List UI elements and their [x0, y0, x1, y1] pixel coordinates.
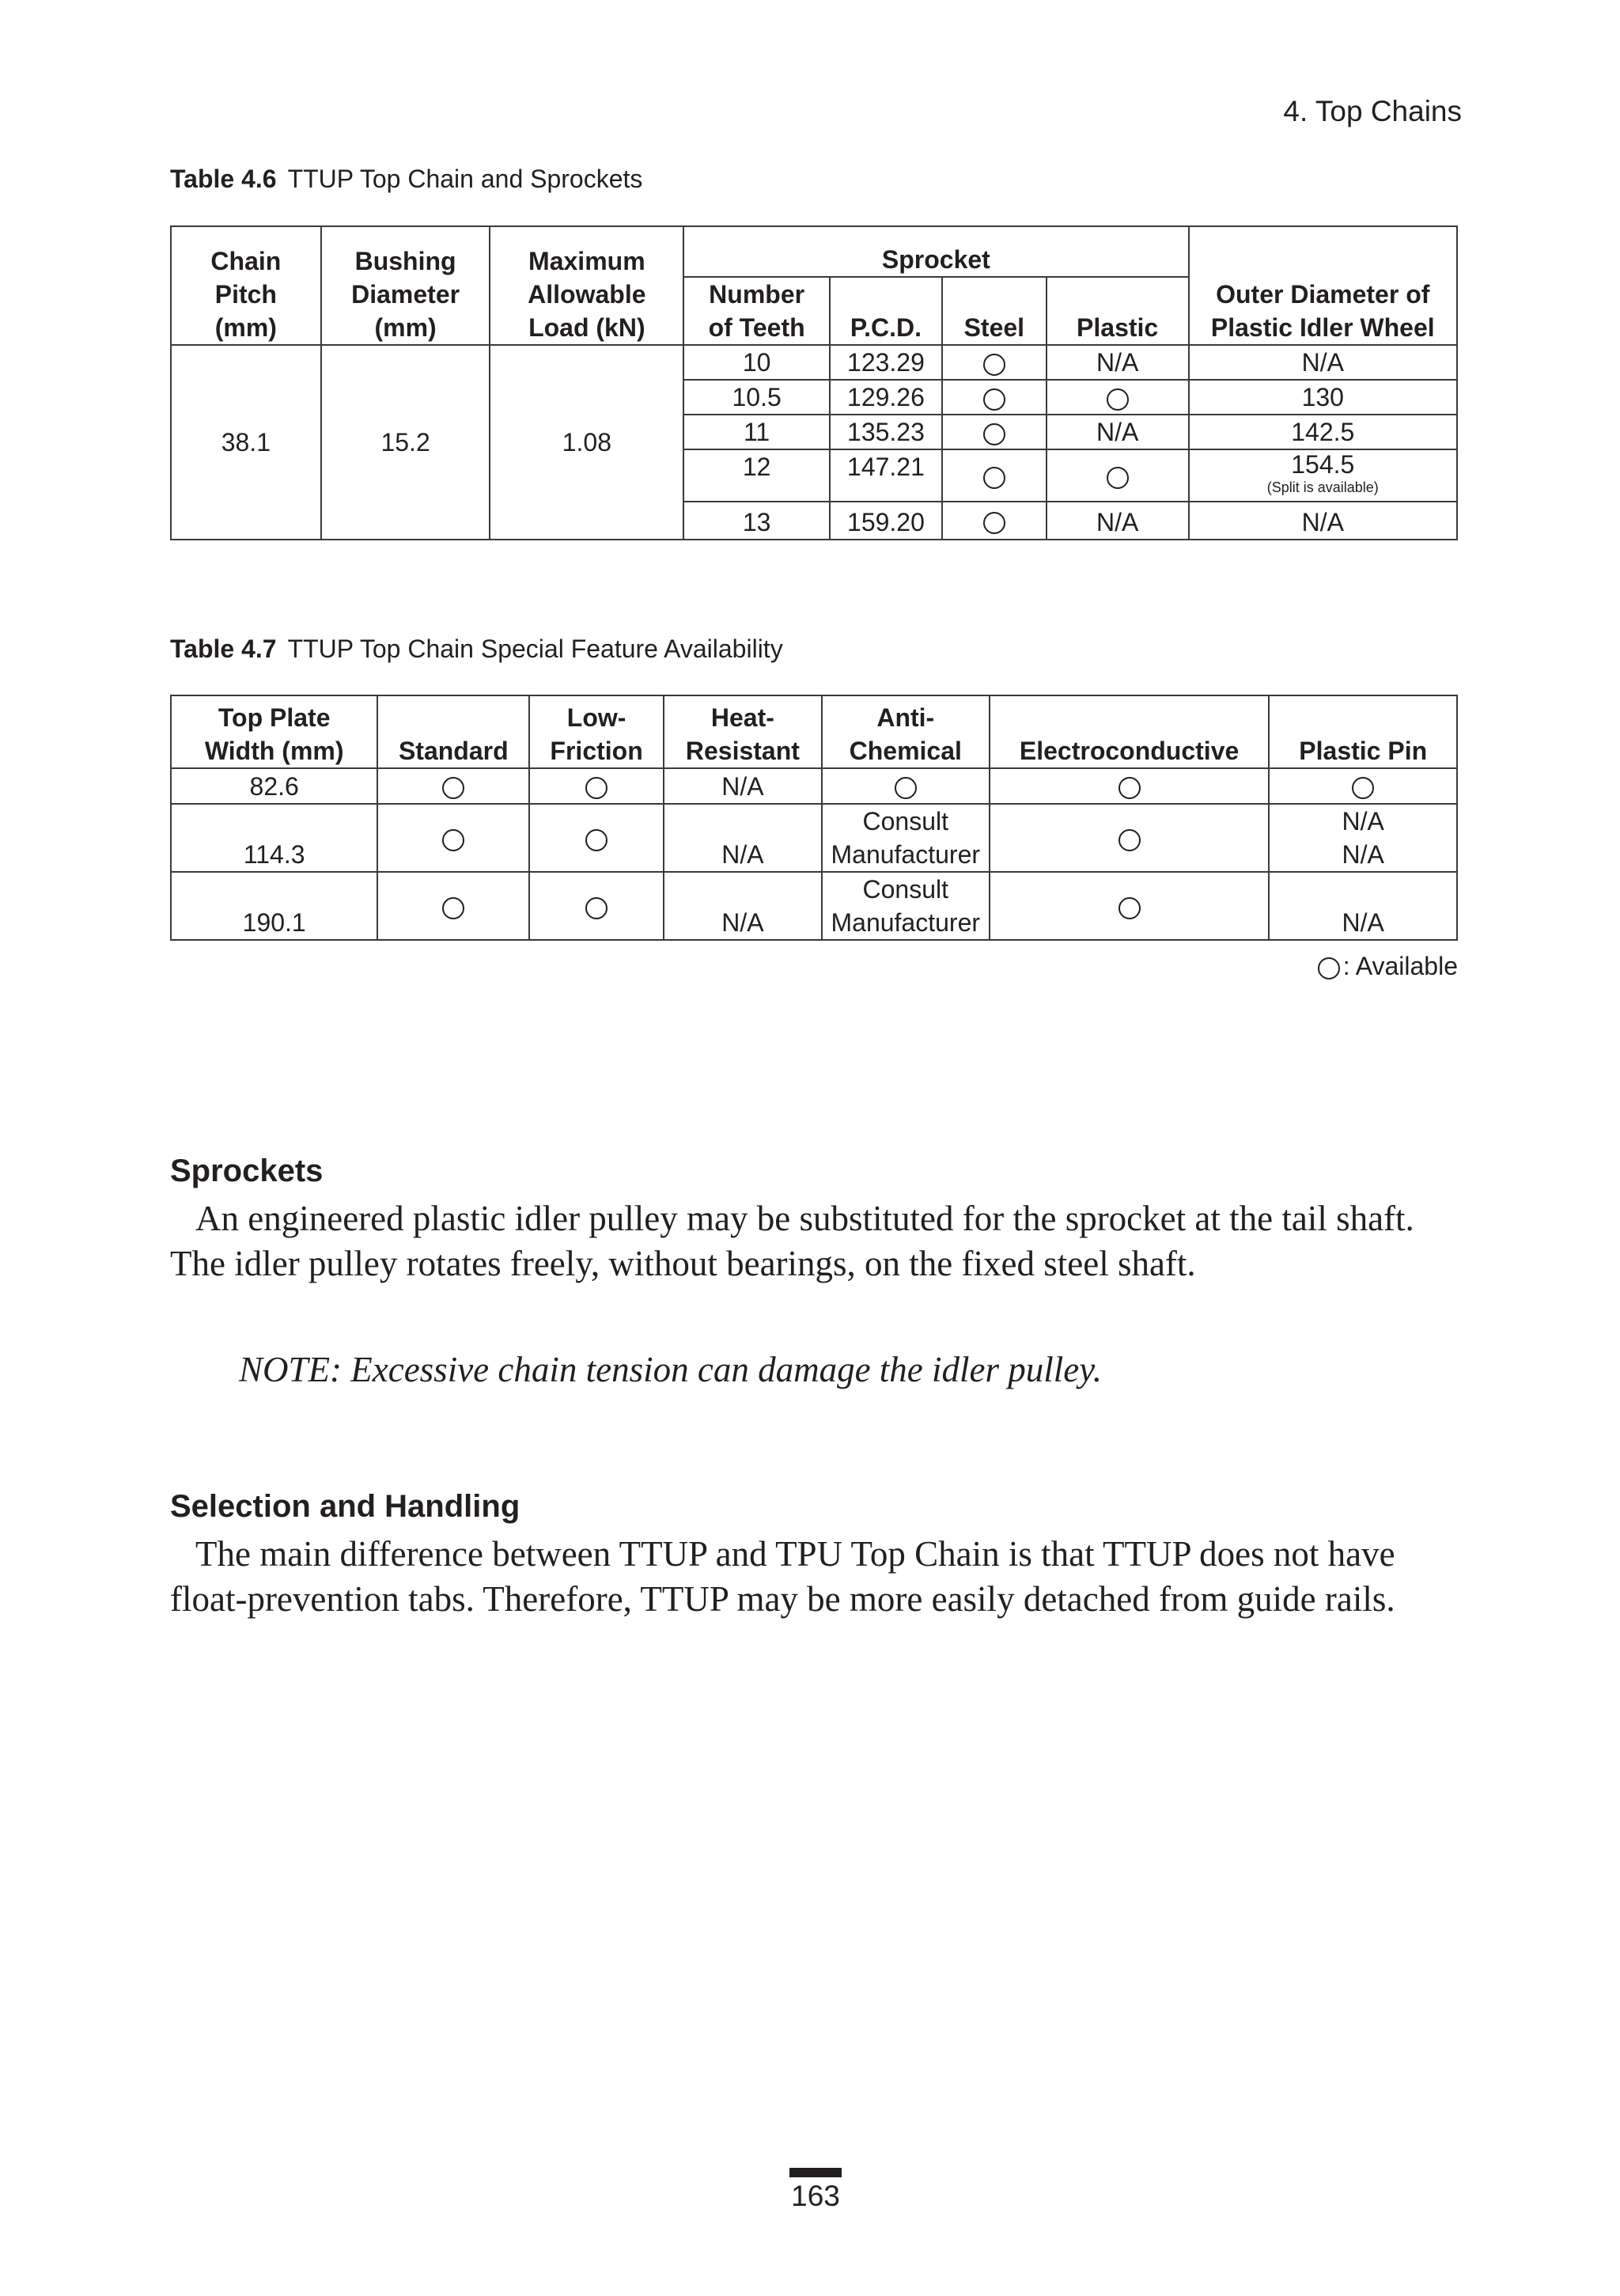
available-circle-icon — [983, 423, 1005, 445]
table-label: Table 4.6 — [170, 165, 277, 193]
availability-legend: : Available — [1318, 952, 1458, 981]
available-circle-icon — [983, 354, 1005, 376]
sprockets-body: An engineered plastic idler pulley may be substituted for the sprocket at the tail shaft. The idler pulley rotates freely, without bearings, on the fixed steel shaft. — [170, 1199, 1414, 1283]
header-sprocket: Sprocket — [683, 226, 1188, 277]
header-low-friction: Low- Friction — [529, 695, 664, 768]
available-circle-icon — [1352, 777, 1374, 799]
table-4-6-caption — [170, 165, 642, 194]
table-label: Table 4.7 — [170, 635, 277, 663]
split-note: (Split is available) — [1266, 479, 1379, 495]
header-heat-resistant: Heat- Resistant — [664, 695, 822, 768]
available-circle-icon — [1118, 777, 1141, 799]
header-standard: Standard — [377, 695, 529, 768]
page-number-bar — [789, 2168, 842, 2177]
available-circle-icon — [983, 512, 1005, 534]
available-circle-icon — [442, 777, 464, 799]
header-bushing-diameter: Bushing Diameter (mm) — [321, 226, 490, 345]
available-circle-icon — [585, 777, 608, 799]
header-outer-diameter: Outer Diameter of Plastic Idler Wheel — [1189, 226, 1457, 345]
available-circle-icon — [1318, 957, 1340, 979]
table-row: 38.1 15.2 1.08 10 123.29 N/A N/A — [171, 345, 1457, 380]
bushing-value: 15.2 — [321, 345, 490, 540]
table-row: 13 159.20 N/A N/A — [171, 502, 1457, 540]
table-row: 190.1 N/A Consult Manufacturer N/A — [171, 872, 1457, 940]
available-circle-icon — [585, 829, 608, 851]
table-4-7 — [170, 695, 1458, 941]
header-anti-chemical: Anti- Chemical — [822, 695, 990, 768]
chain-pitch-value: 38.1 — [171, 345, 321, 540]
table-row: 10.5 129.26 130 — [171, 380, 1457, 415]
header-electroconductive: Electroconductive — [990, 695, 1270, 768]
sprockets-heading: Sprockets — [170, 1154, 324, 1188]
available-circle-icon — [1118, 897, 1141, 919]
table-row: 11 135.23 N/A 142.5 — [171, 415, 1457, 449]
max-load-value: 1.08 — [490, 345, 683, 540]
available-circle-icon — [442, 829, 464, 851]
available-circle-icon — [1107, 467, 1129, 489]
table-row: 114.3 N/A Consult Manufacturer N/A N/A — [171, 804, 1457, 872]
sprockets-note: NOTE: Excessive chain tension can damage the idler pulley. — [239, 1350, 1102, 1389]
table-title: TTUP Top Chain Special Feature Availability — [287, 635, 783, 663]
available-circle-icon — [585, 897, 608, 919]
table-row: 82.6 N/A — [171, 768, 1457, 804]
page-number: 163 — [791, 2180, 840, 2212]
header-steel: Steel — [942, 277, 1047, 345]
header-pcd: P.C.D. — [830, 277, 942, 345]
available-circle-icon — [1118, 829, 1141, 851]
header-plastic-pin: Plastic Pin — [1269, 695, 1457, 768]
header-chain-pitch: Chain Pitch (mm) — [171, 226, 321, 345]
header-top-plate-width: Top Plate Width (mm) — [171, 695, 377, 768]
available-circle-icon — [983, 388, 1005, 411]
selection-heading: Selection and Handling — [170, 1489, 520, 1524]
table-row: 12 147.21 154.5 (Split is available) — [171, 449, 1457, 502]
available-circle-icon — [983, 467, 1005, 489]
header-teeth: Number of Teeth — [683, 277, 830, 345]
header-plastic: Plastic — [1047, 277, 1189, 345]
table-4-7-caption — [170, 635, 783, 664]
available-circle-icon — [895, 777, 917, 799]
header-max-load: Maximum Allowable Load (kN) — [490, 226, 683, 345]
table-4-6 — [170, 225, 1458, 540]
chapter-header: 4. Top Chains — [1283, 95, 1462, 127]
available-circle-icon — [442, 897, 464, 919]
selection-body: The main difference between TTUP and TPU Top Chain is that TTUP does not have float-prevention tabs. Therefore, TTUP may be more easily detached from guide rails. — [170, 1534, 1395, 1619]
available-circle-icon — [1107, 388, 1129, 411]
table-title: TTUP Top Chain and Sprockets — [287, 165, 643, 193]
